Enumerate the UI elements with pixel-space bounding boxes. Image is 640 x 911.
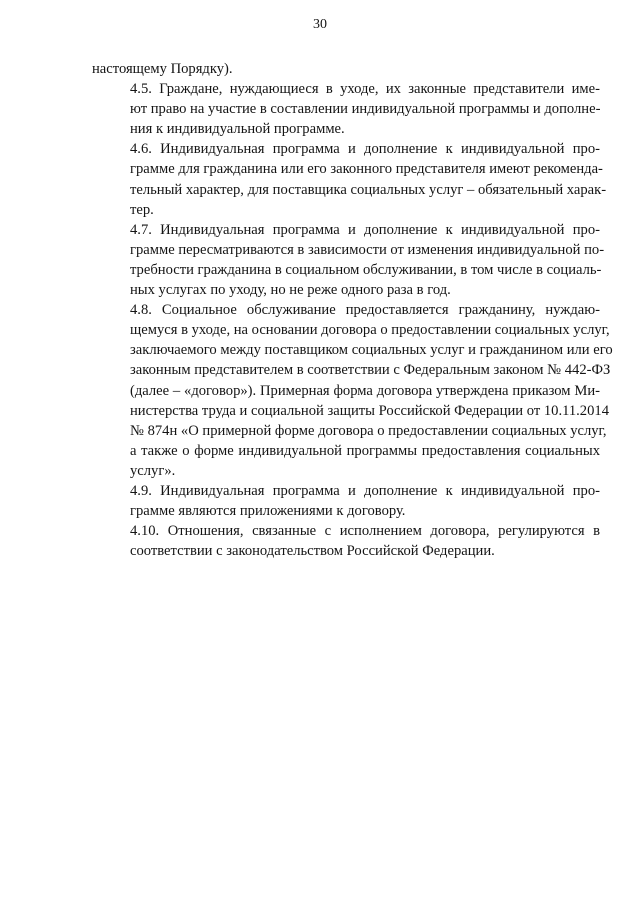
paragraph-p4-8 [92,300,613,481]
paragraph-p4-10 [92,521,600,561]
text-line: 4.10. Отношения, связанные с исполнением договора, регулируются в [130,523,600,540]
paragraph-p4-5 [92,79,600,139]
text-line: 4.9. Индивидуальная программа и дополнение к индивидуальной про- [130,482,600,499]
text-line: 4.6. Индивидуальная программа и дополнение к индивидуальной про- [130,141,600,158]
text-line: (далее – «договор»). Примерная форма договора утверждена приказом Ми- [130,382,600,399]
text-line: ных услугах по уходу, но не реже одного раза в год. [130,282,451,299]
text-line: ют право на участие в составлении индивидуальной программы и дополне- [130,101,601,118]
text-line: настоящему Порядку). [92,61,233,77]
text-line: 4.5. Граждане, нуждающиеся в уходе, их законные представители име- [130,81,600,98]
text-line: грамме являются приложениями к договору. [130,503,406,520]
text-line: соответствии с законодательством Российской Федерации. [130,543,495,560]
text-line: тер. [130,201,154,218]
text-line: ния к индивидуальной программе. [130,121,345,138]
text-line: тельный характер, для поставщика социальных услуг – обязательный харак- [130,181,607,198]
page-number: 30 [313,17,327,32]
text-line: грамме для гражданина или его законного представителя имеют рекоменда- [130,161,603,178]
text-line: заключаемого между поставщиком социальных услуг и гражданином или его [130,342,613,359]
text-line: услуг». [130,462,176,479]
text-line: 4.7. Индивидуальная программа и дополнение к индивидуальной про- [130,221,600,238]
text-line: законным представителем в соответствии с Федеральным законом № 442-ФЗ [130,362,611,379]
text-line: щемуся в уходе, на основании договора о предоставлении социальных услуг, [130,322,610,339]
text-line: № 874н «О примерной форме договора о предоставлении социальных услуг, [130,422,607,439]
text-line: 4.8. Социальное обслуживание предоставляется гражданину, нуждаю- [130,302,600,319]
paragraph-p4-9 [92,481,600,521]
text-line: а также о форме индивидуальной программы предоставления социальных [130,442,600,459]
paragraph-continuation [92,59,600,79]
paragraph-p4-6 [92,139,607,219]
text-line: грамме пересматриваются в зависимости от изменения индивидуальной по- [130,241,605,258]
paragraph-p4-7 [92,220,605,300]
text-line: нистерства труда и социальной защиты Российской Федерации от 10.11.2014 [130,402,609,419]
text-line: требности гражданина в социальном обслуживании, в том числе в социаль- [130,261,602,278]
document-body [92,59,613,561]
